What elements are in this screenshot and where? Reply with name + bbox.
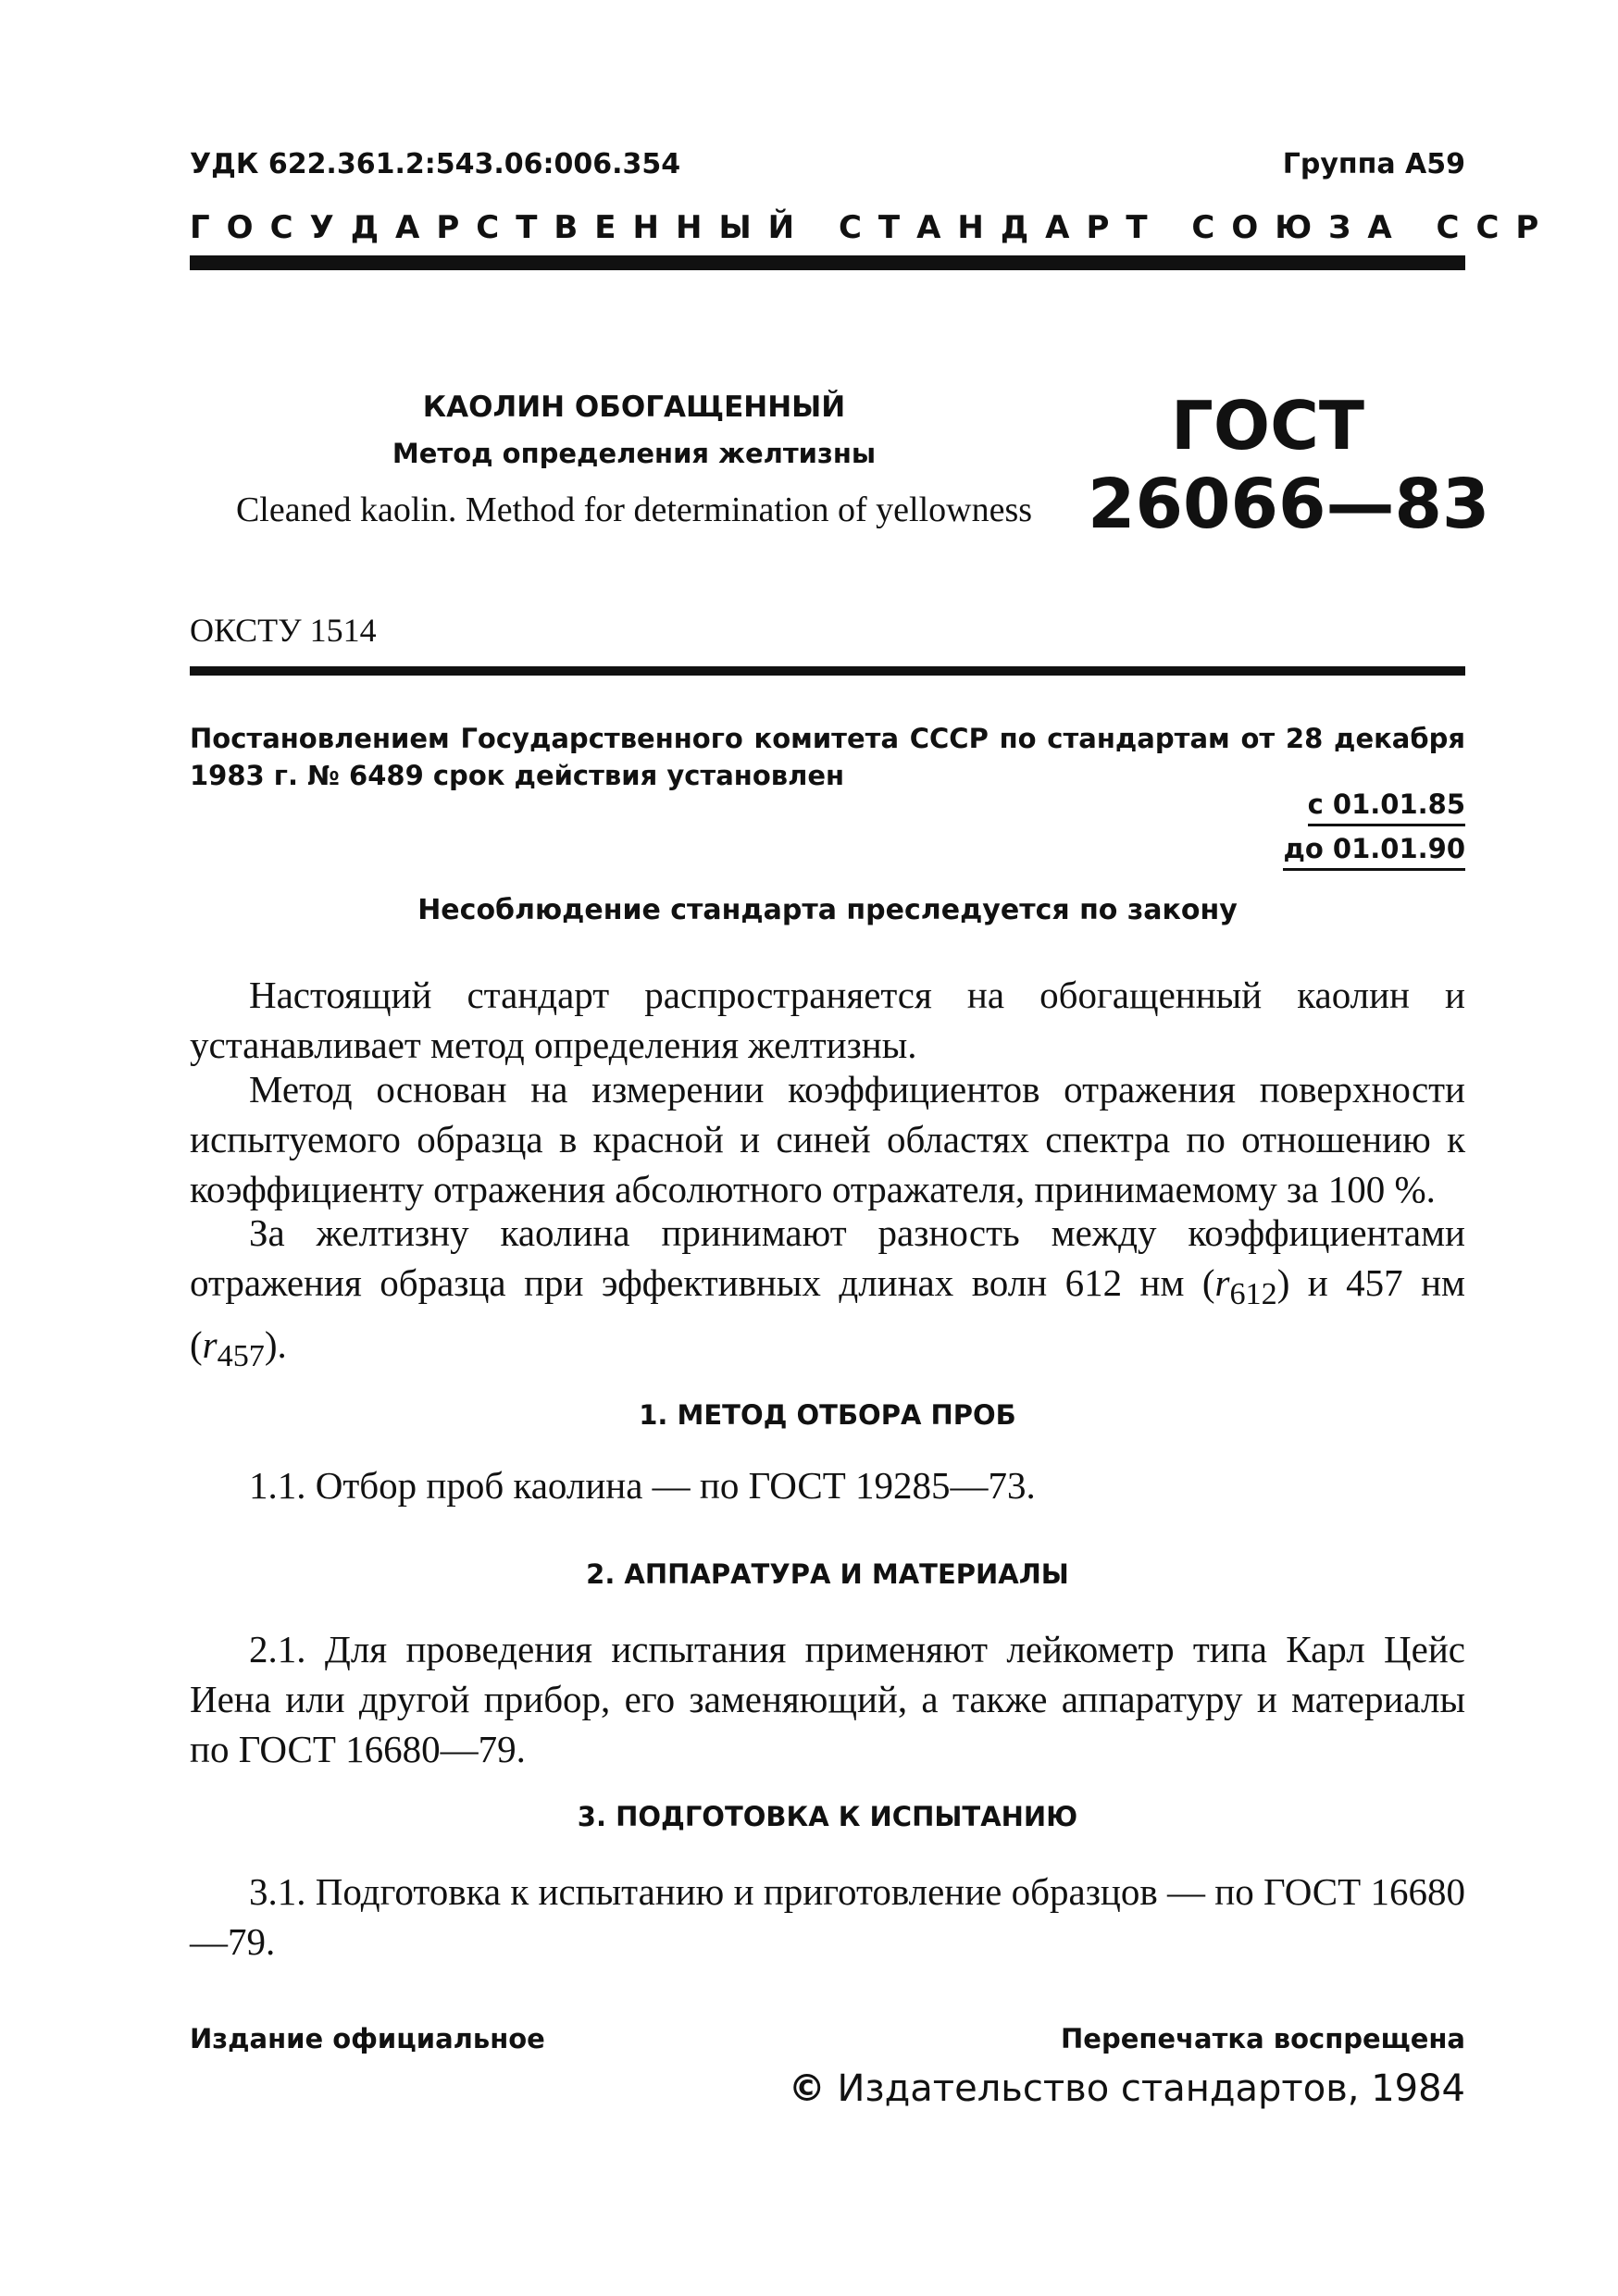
intro-paragraph-method: Метод основан на измерении коэффициентов отражения поверхности испытуемого образца в красной и синей областях спектра по отношению к коэффициенту отражения абсолютного отражателя, принимаемому за 100 %. — [190, 1068, 1465, 1210]
section-title-sampling: 1. МЕТОД ОТБОРА ПРОБ — [639, 1399, 1016, 1431]
section-title-preparation: 3. ПОДГОТОВКА К ИСПЫТАНИЮ — [577, 1801, 1078, 1832]
title-english: Cleaned kaolin. Method for determination of yellowness — [235, 490, 1033, 529]
intro-paragraph-scope: Настоящий стандарт распространяется на обогащенный каолин и устанавливает метод определения желтизны. — [190, 974, 1465, 1066]
group-code: Группа А59 — [1282, 148, 1465, 180]
title-russian: КАОЛИН ОБОГАЩЕННЫЙ — [422, 391, 846, 424]
okstu-code: ОКСТУ 1514 — [190, 612, 377, 649]
official-edition-note: Издание официальное — [190, 2023, 545, 2054]
title-block — [190, 384, 1078, 538]
section-title-apparatus: 2. АППАРАТУРА И МАТЕРИАЛЫ — [586, 1558, 1069, 1590]
r612-subscript: 612 — [1229, 1277, 1277, 1312]
standard-banner: ГОСУДАРСТВЕННЫЙ СТАНДАРТ СОЮЗА ССР — [190, 209, 1556, 246]
r612-symbol: r — [1214, 1261, 1230, 1304]
r457-subscript: 457 — [217, 1339, 265, 1374]
subtitle-russian: Метод определения желтизны — [392, 438, 877, 469]
copyright-icon: © — [788, 2067, 826, 2110]
r457-symbol: r — [202, 1323, 218, 1367]
publisher-name: Издательство стандартов, 1984 — [837, 2067, 1465, 2110]
okstu-rule — [190, 666, 1465, 676]
gost-label: ГОСТ — [1171, 387, 1365, 465]
gost-number: 26066—83 — [1088, 465, 1490, 544]
validity-from: с 01.01.85 — [1308, 788, 1465, 826]
intro-paragraph-yellowness: За желтизну каолина принимают разность между коэффициентами отражения образца при эффективных длинах волн 612 нм $(r_{612})$ и 457 нм $(r_{457})$. — [190, 1211, 1465, 1374]
clause-2-1: 2.1. Для проведения испытания применяют лейкометр типа Карл Цейс Иена или другой прибор, его заменяющий, а также аппаратуру и материалы по ГОСТ 16680—79. — [190, 1628, 1465, 1770]
publisher-line — [789, 2067, 1465, 2110]
udk-code: УДК 622.361.2:543.06:006.354 — [190, 148, 681, 180]
header-rule — [190, 255, 1465, 270]
legal-warning: Несоблюдение стандарта преследуется по закону — [417, 894, 1238, 926]
validity-to: до 01.01.90 — [1283, 833, 1465, 871]
clause-1-1: 1.1. Отбор проб каолина — по ГОСТ 19285—73. — [249, 1464, 1036, 1507]
clause-3-1: 3.1. Подготовка к испытанию и приготовление образцов — по ГОСТ 16680—79. — [190, 1870, 1465, 1963]
decree-text: Постановлением Государственного комитета СССР по стандартам от 28 декабря 1983 г. № 6489 срок действия установлен — [190, 723, 1465, 791]
reprint-prohibited-note: Перепечатка воспрещена — [1061, 2023, 1465, 2054]
